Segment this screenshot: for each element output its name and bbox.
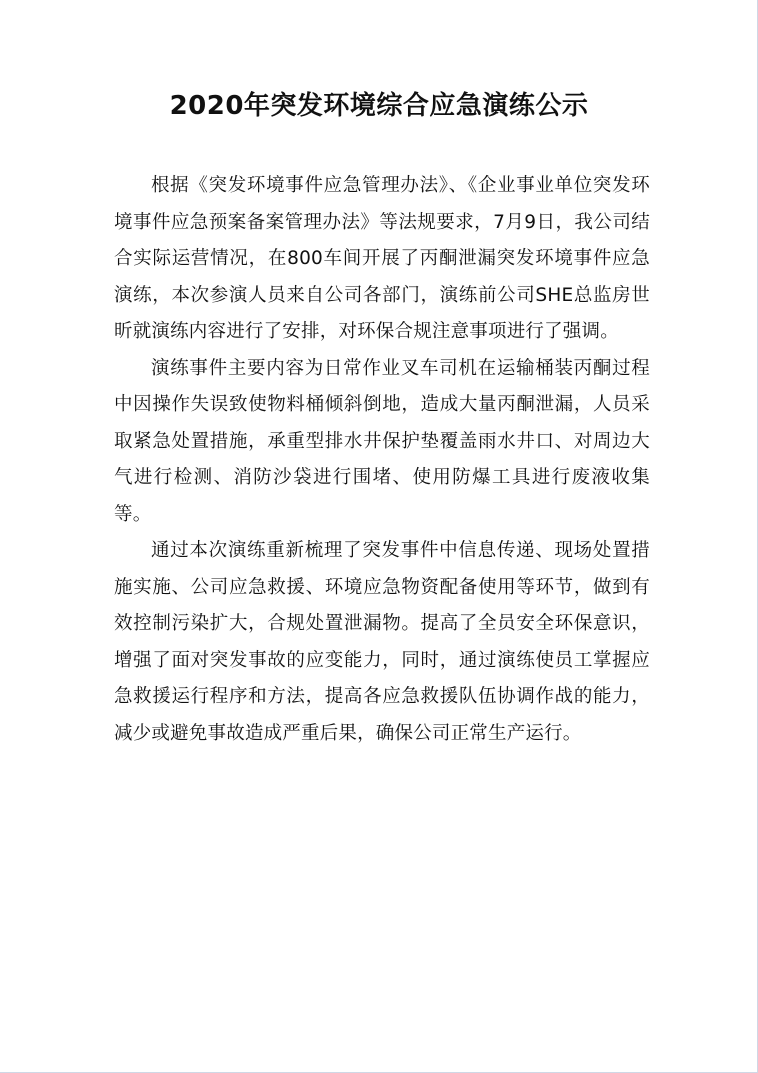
- paragraph-1: 根据《突发环境事件应急管理办法》、《企业事业单位突发环境事件应急预案备案管理办法》等法规要求，7月9日，我公司结合实际运营情况，在800车间开展了丙酮泄漏突发环境事件应急演练，本次参演人员来自公司各部门，演练前公司SHE总监房世昕就演练内容进行了安排，对环保合规注意事项进行了强调。: [114, 175, 650, 342]
- paragraph-2: 演练事件主要内容为日常作业叉车司机在运输桶装丙酮过程中因操作失误致使物料桶倾斜倒地，造成大量丙酮泄漏，人员采取紧急处置措施，承重型排水井保护垫覆盖雨水井口、对周边大气进行检测、消防沙袋进行围堵、使用防爆工具进行废液收集等。: [114, 357, 650, 525]
- paragraph-3: 通过本次演练重新梳理了突发事件中信息传递、现场处置措施实施、公司应急救援、环境应急物资配备使用等环节，做到有效控制污染扩大，合规处置泄漏物。提高了全员安全环保意识，增强了面对突发事故的应变能力，同时，通过演练使员工掌握应急救援运行程序和方法，提高各应急救援队伍协调作战的能力，减少或避免事故造成严重后果，确保公司正常生产运行。: [114, 540, 650, 744]
- document-body: [114, 168, 650, 752]
- document-title: 2020年突发环境综合应急演练公示: [169, 91, 589, 121]
